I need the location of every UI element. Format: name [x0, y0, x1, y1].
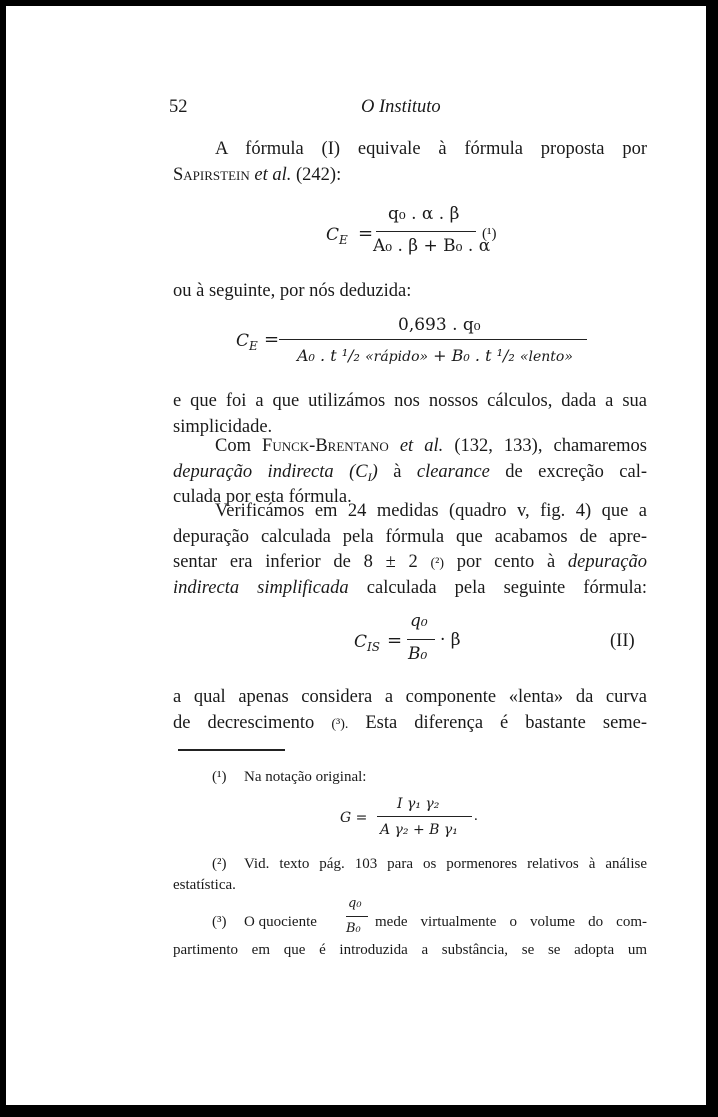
footnote-3-text-b: mede virtualmente o volume do com- — [375, 914, 647, 930]
footnote-1-text: Na notação original: — [244, 769, 367, 785]
term-depuracao-indirecta: depuração indirecta — [173, 461, 334, 482]
paragraph-4-line-2: depuração indirecta $(C_I)$ à clearance de excreção cal- — [173, 461, 648, 484]
footnote-2-marker: (²) — [212, 856, 227, 872]
paragraph-3-line-1: e que foi a que utilizámos nos nossos cálculos, dada a sua — [173, 391, 647, 411]
paragraph-6-line-2: de decrescimento (³). Esta diferença é bastante seme- — [173, 712, 648, 733]
author-sapirstein: Sapirstein — [173, 164, 250, 185]
footnote-3-fraction-bar — [346, 916, 368, 917]
paragraph-4-line-1: Com Funck-Brentano et al. (132, 133), chamaremos — [215, 436, 647, 456]
footnote-1-fraction-bar — [377, 816, 472, 817]
paragraph-1-line-2 — [173, 163, 647, 189]
paragraph-6 — [173, 685, 647, 736]
footnote-2-line-2: estatística. — [173, 877, 236, 893]
eq3-lhs: $C_{IS}$ — [354, 632, 380, 654]
eq3-denominator: B₀ — [408, 644, 428, 664]
eq3-label: (II) — [610, 631, 635, 651]
eq3-numerator: q₀ — [410, 611, 428, 631]
eq2-lhs: $C_E$ — [236, 331, 258, 353]
paragraph-5-line-1: Verificámos em 24 medidas (quadro v, fig. 4) que a — [215, 501, 647, 521]
book-page — [6, 6, 706, 1105]
paragraph-1 — [173, 137, 647, 188]
eq1-fraction-bar — [376, 231, 476, 232]
eq3-times-beta: · β — [440, 630, 461, 650]
term-clearance: clearance — [416, 461, 490, 482]
paragraph-5-line-2: depuração calculada pela fórmula que acabamos de apre- — [173, 526, 647, 547]
term-depuracao-indirecta-simplificada: indirecta simplificada — [173, 577, 349, 598]
et-al: et al. — [254, 164, 292, 185]
footnote-2-line-1: Vid. texto pág. 103 para os pormenores relativos à análise — [244, 856, 647, 872]
footnote-1-lhs: G = — [340, 810, 368, 826]
paragraph-5-line-4: indirecta simplificada calculada pela seguinte fórmula: — [173, 577, 648, 598]
footnote-1-marker: (¹) — [212, 769, 227, 785]
label-slow: «lento» — [519, 349, 573, 365]
paragraph-3-line-2: simplicidade. — [173, 416, 273, 437]
label-fast: «rápido» — [365, 349, 429, 365]
footnote-3-line-2: partimento em que é introduzida a substância, se se adopta um — [173, 942, 647, 958]
paragraph-5 — [173, 499, 647, 601]
reference-242: (242): — [296, 164, 342, 185]
eq1-equals: = — [358, 223, 374, 244]
eq1-numerator: q₀ . α . β — [388, 204, 460, 224]
footnote-1-denominator: A γ₂ + B γ₁ — [380, 822, 458, 838]
eq1-lhs: $C_E$ — [326, 225, 348, 247]
eq3-equals: = — [387, 630, 403, 651]
footnote-3-denominator: B₀ — [346, 921, 361, 936]
eq1-denominator: A₀ . β + B₀ . α — [373, 236, 491, 256]
eq1-footnote-marker: (¹) — [482, 226, 497, 242]
paragraph-6-line-1: a qual apenas considera a componente «lenta» da curva — [173, 687, 647, 707]
author-funck-brentano: Funck-Brentano — [262, 436, 389, 456]
paragraph-4-line-3: culada por esta fórmula. — [173, 487, 352, 507]
paragraph-2: ou à seguinte, por nós deduzida: — [173, 281, 412, 301]
eq3-fraction-bar — [407, 639, 435, 640]
eq2-equals: = — [264, 329, 280, 350]
page-number: 52 — [169, 97, 188, 117]
paragraph-5-line-3: sentar era inferior de 8 ± 2 (²) por cento à depuração — [173, 552, 648, 572]
paragraph-1-line-1: A fórmula (I) equivale à fórmula proposta por — [215, 139, 647, 159]
footnote-3-marker: (³) — [212, 914, 227, 930]
footnote-3-numerator: q₀ — [348, 896, 362, 911]
footnote-rule — [178, 749, 285, 751]
eq2-numerator: 0,693 . q₀ — [398, 315, 481, 335]
footnote-1-numerator: I γ₁ γ₂ — [397, 796, 440, 812]
paragraph-3 — [173, 389, 647, 440]
running-title: O Instituto — [361, 97, 441, 117]
eq2-denominator: A₀ . t ¹/₂ «rápido» + B₀ . t ¹/₂ «lento» — [297, 346, 573, 365]
footnote-1-period: . — [474, 808, 478, 824]
eq2-fraction-bar — [279, 339, 587, 340]
footnote-3-text-a: O quociente — [244, 914, 317, 930]
